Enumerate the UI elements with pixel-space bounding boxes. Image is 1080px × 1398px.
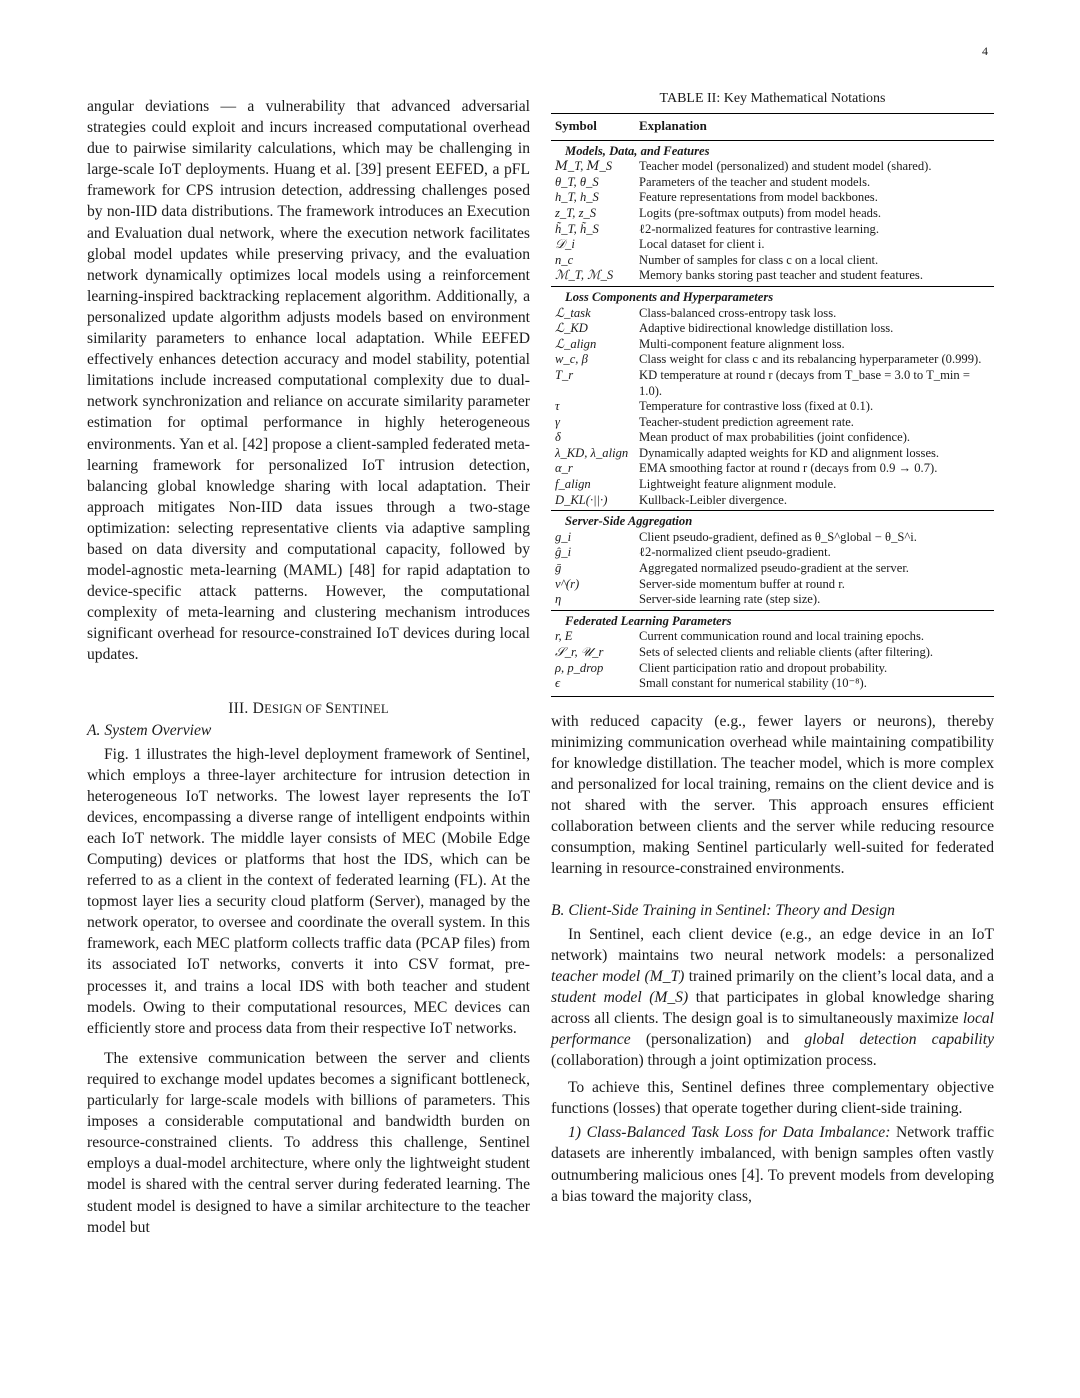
table-row	[551, 629, 994, 645]
table-cell-symbol: h_T, h_S	[555, 190, 599, 205]
table-body	[551, 140, 994, 694]
table-cell-explanation: Dynamically adapted weights for KD and alignment losses.	[639, 445, 940, 460]
table-cell-explanation: EMA smoothing factor at round r (decays from 0.9 → 0.7).	[639, 461, 938, 476]
table-cell-symbol: ϵ	[555, 676, 561, 691]
table-row	[551, 337, 994, 353]
table-cell-explanation: Small constant for numerical stability (10⁻⁸).	[639, 676, 867, 691]
table-row	[551, 561, 994, 577]
table-cell-explanation: Client participation ratio and dropout probability.	[639, 660, 888, 675]
table-cell-symbol: T_r	[555, 367, 574, 382]
table-row	[551, 306, 994, 322]
table-row	[551, 661, 994, 677]
table-cell-explanation: Multi-component feature alignment loss.	[639, 336, 845, 351]
table-group-row	[551, 286, 994, 305]
table-row	[551, 461, 994, 477]
table-cell-symbol: ḡ	[555, 561, 562, 576]
table-cell-symbol: λ_KD, λ_align	[555, 445, 629, 460]
table-cell-symbol: 𝒟_i	[555, 237, 575, 252]
global-capability-term: global detection capability	[804, 1031, 995, 1048]
table-cell-symbol: v^(r)	[555, 576, 580, 591]
table-row	[551, 159, 994, 175]
table-row	[551, 237, 994, 253]
table-row	[551, 222, 994, 238]
right-body	[551, 711, 994, 1207]
table-cell-explanation: Logits (pre-softmax outputs) from model heads.	[639, 205, 882, 220]
student-model-term: student model (M_S)	[551, 988, 689, 1006]
table-cell-explanation: Server-side learning rate (step size).	[639, 592, 821, 607]
table-caption: TABLE II: Key Mathematical Notations	[659, 91, 886, 106]
table-cell-symbol: f_align	[555, 477, 591, 492]
table-cell-explanation: ℓ2-normalized features for contrastive learning.	[639, 221, 879, 236]
table-cell-explanation: Temperature for contrastive loss (fixed at 0.1).	[639, 399, 874, 414]
table-row	[551, 446, 994, 462]
section-heading	[87, 700, 530, 718]
table-cell-symbol: D_KL(·||·)	[555, 492, 608, 507]
table-cell-symbol: ĝ_i	[555, 545, 572, 560]
para-b1-part2: trained primarily on the client’s local data, and a	[684, 967, 995, 985]
table-row	[551, 415, 994, 431]
table-group-row	[551, 140, 994, 159]
table-cell-symbol: δ	[555, 430, 561, 445]
table-row	[551, 645, 994, 661]
table-group-title: Models, Data, and Features	[565, 143, 710, 158]
table-group-row	[551, 511, 994, 530]
table-cell-symbol: r, E	[555, 629, 573, 644]
table-cell-explanation: Sets of selected clients and reliable clients (after filtering).	[639, 645, 934, 659]
section-title-letter-1: D	[252, 699, 265, 717]
subsection-a-title: A. System Overview	[87, 721, 212, 739]
table-cell-symbol: n_c	[555, 252, 574, 267]
table-cell-symbol: ℒ_task	[555, 305, 591, 320]
intro-paragraph: angular deviations — a vulnerability that advanced adversarial strategies could exploit and incurs increased computational overhead due to pairwise similarity calculations, which may be challenging in large-scale IoT deployments. Huang et al. [39] present EEFED, a pFL framework for CPS intrusion detection, addressing challenges posed by non-IID data distributions. The framework introduces an Execution and Evaluation dual network, where the execution network facilitates global model updates while preserving privacy, and the evaluation network dynamically optimizes local models using a reinforcement learning-inspired backtracking replacement algorithm. Additionally, a personalized update algorithm adjusts models based on environment similarity parameters to enhance local adaptation. While EEFED effectively enhances detection accuracy and model stability, potential limitations include increased computational complexity due to dual-network synchronization and reliance on accurate similarity parameter estimation for optimal performance in highly heterogeneous environments. Yan et al. [42] propose a client-sampled federated meta-learning framework for personalized IoT intrusion detection, balancing global knowledge sharing with local adaptation. Their approach mitigates Non-IID data issues through a two-stage optimization: selecting representative clients via adaptive sampling based on data diversity and computational capacity, followed by model-agnostic meta-learning (MAML) [48] for rapid adaptation to device-specific attack patterns. However, the computational complexity of meta-learning and clustering mechanism introduces significant overhead for resource-constrained IoT devices during local updates.	[87, 98, 530, 664]
section-title-rest-2: ENTINEL	[334, 701, 389, 716]
table-row	[551, 577, 994, 593]
table-cell-explanation: Class-balanced cross-entropy task loss.	[639, 305, 837, 320]
paragraph-fig1: Fig. 1 illustrates the high-level deployment framework of Sentinel, which employs a three-layer architecture for intrusion detection in heterogeneous IoT networks. The lowest layer represents the IoT devices, encompassing a diverse range of intelligent endpoints within each IoT network. The middle layer consists of MEC (Mobile Edge Computing) devices or platforms that host the IDS, which can be referred to as a client in the context of federated learning (FL). At the topmost layer lies a security cloud platform (Server), managed by the network operator, to oversee and coordinate the overall system. In this framework, each MEC platform collects traffic data (PCAP files) from its associated IoT networks, converts it into CSV format, pre-processes it, and trains a local IDS with both teacher and student models. Owing to their computational resources, MEC devices can efficiently store and process data from their respective IoT networks.	[87, 745, 530, 1037]
table-row	[551, 175, 994, 191]
table-cell-symbol: θ_T, θ_S	[555, 174, 599, 189]
para-b1-part3: that participates in global knowledge sharing across all clients. The design goal is to simultaneously maximize	[551, 988, 994, 1027]
table-cell-explanation: Parameters of the teacher and student models.	[639, 174, 871, 189]
table-cell-symbol: h̃_T, h̃_S	[555, 221, 599, 236]
table-row	[551, 676, 994, 694]
table-row	[551, 592, 994, 610]
table-cell-symbol: ρ, p_drop	[555, 660, 604, 675]
table-cell-explanation: Kullback-Leibler divergence.	[639, 492, 788, 507]
para-b1-part1: In Sentinel, each client device (e.g., an edge device in an IoT network) maintains two neural network models: a personalized	[551, 925, 994, 964]
left-column	[87, 96, 530, 1238]
table-bottom-rule	[551, 696, 994, 697]
table-group-title: Federated Learning Parameters	[551, 610, 994, 629]
table-group-row	[551, 610, 994, 629]
table-row	[551, 206, 994, 222]
table-row	[551, 545, 994, 561]
table-cell-symbol: z_T, z_S	[555, 205, 597, 220]
para-b1-part4: (personalization) and	[630, 1031, 805, 1048]
table-cell-explanation: Client pseudo-gradient, defined as θ_S^global − θ_S^i.	[639, 529, 917, 544]
table-row	[551, 477, 994, 493]
table-cell-explanation: Server-side momentum buffer at round r.	[639, 576, 845, 591]
table-row	[551, 268, 994, 286]
table-cell-symbol: w_c, β	[555, 352, 588, 367]
table-cell-symbol: ℒ_align	[555, 336, 597, 351]
paragraph-b1	[551, 924, 994, 1072]
table-cell-explanation: Local dataset for client i.	[639, 237, 765, 252]
paragraph-communication: The extensive communication between the server and clients required to exchange model updates becomes a significant bottleneck, particularly for large-scale models with billions of parameters. This imposes a considerable computational and bandwidth burden on resource-constrained clients. To address this challenge, Sentinel employs a dual-model architecture, where only the lightweight student model is shared with the central server during federated learning. The student model is designed to have a similar architecture to the teacher model but	[87, 1049, 530, 1236]
notation-table	[551, 113, 994, 694]
page-number: 4	[982, 44, 988, 58]
table-row	[551, 530, 994, 546]
table-row	[551, 430, 994, 446]
section-title-letter-2: S	[325, 699, 335, 717]
section-numeral: III.	[228, 699, 249, 717]
table-group-title: Loss Components and Hyperparameters	[551, 286, 994, 305]
table-row	[551, 190, 994, 206]
table-cell-explanation: ℓ2-normalized client pseudo-gradient.	[639, 545, 831, 560]
table-cell-explanation: Feature representations from model backbones.	[639, 190, 878, 205]
teacher-model-term: teacher model (M_T)	[551, 967, 685, 985]
para-b1-part5: (collaboration) through a joint optimization process.	[551, 1052, 877, 1070]
table-header-explanation: Explanation	[639, 114, 994, 141]
table-row	[551, 493, 994, 511]
local-performance-term: local performance	[551, 1009, 994, 1048]
table-cell-explanation: Mean product of max probabilities (joint confidence).	[639, 430, 911, 445]
para-b3-title: 1) Class-Balanced Task Loss for Data Imbalance:	[568, 1124, 891, 1142]
paragraph-b2: To achieve this, Sentinel defines three complementary objective functions (losses) that operate together during client-side training.	[551, 1079, 994, 1118]
table-cell-explanation: Adaptive bidirectional knowledge distillation loss.	[639, 321, 894, 336]
table-cell-symbol: α_r	[555, 461, 573, 476]
paragraph-b3	[551, 1122, 994, 1206]
table-cell-explanation: Teacher model (personalized) and student model (shared).	[639, 159, 932, 174]
table-cell-symbol: ℒ_KD	[555, 321, 588, 336]
table-row	[551, 399, 994, 415]
table-cell-explanation: Class weight for class c and its rebalancing hyperparameter (0.999).	[639, 352, 982, 367]
table-cell-explanation: Lightweight feature alignment module.	[639, 477, 837, 492]
table-cell-explanation: Aggregated normalized pseudo-gradient at the server.	[639, 561, 909, 576]
table-header-symbol: Symbol	[551, 114, 639, 141]
paragraph-continuation: with reduced capacity (e.g., fewer layers or neurons), thereby minimizing communication overhead while maintaining compatibility for knowledge distillation. The teacher model, which is more complex and personalized for local training, remains on the client device and is not shared with the server. This approach ensures efficient collaboration between clients and the server while reducing resource consumption, making Sentinel particularly well-suited for federated learning in resource-constrained environments.	[551, 712, 994, 878]
table-row	[551, 368, 994, 399]
table-row	[551, 321, 994, 337]
table-cell-explanation: Teacher-student prediction agreement rate.	[639, 414, 854, 429]
table-cell-explanation: Memory banks storing past teacher and student features.	[639, 268, 923, 283]
table-cell-symbol: 𝑀_T, 𝑀_S	[555, 159, 613, 174]
table-row	[551, 253, 994, 269]
table-cell-symbol: ℳ_T, ℳ_S	[555, 268, 614, 283]
table-header-row	[551, 114, 994, 141]
table-cell-explanation: KD temperature at round r (decays from T_base = 3.0 to T_min = 1.0).	[639, 367, 970, 398]
section-title-rest-1: ESIGN OF	[264, 701, 326, 716]
para-b3-text: Network traffic datasets are inherently imbalanced, with benign samples often vastly outnumbering malicious ones [4]. To prevent models from developing a bias toward the majority class,	[551, 1124, 995, 1205]
subsection-b-title: B. Client-Side Training in Sentinel: Theory and Design	[551, 901, 895, 919]
right-column	[551, 91, 994, 1207]
table-row	[551, 352, 994, 368]
table-group-title: Server-Side Aggregation	[551, 511, 994, 530]
table-cell-symbol: η	[555, 592, 562, 607]
table-cell-symbol: g_i	[555, 529, 572, 544]
table-cell-symbol: γ	[555, 414, 560, 429]
table-cell-explanation: Current communication round and local training epochs.	[639, 629, 925, 644]
table-cell-symbol: 𝒮_r, 𝒰_r	[555, 645, 604, 659]
table-cell-explanation: Number of samples for class c on a local client.	[639, 252, 879, 267]
table-cell-symbol: τ	[555, 399, 560, 414]
